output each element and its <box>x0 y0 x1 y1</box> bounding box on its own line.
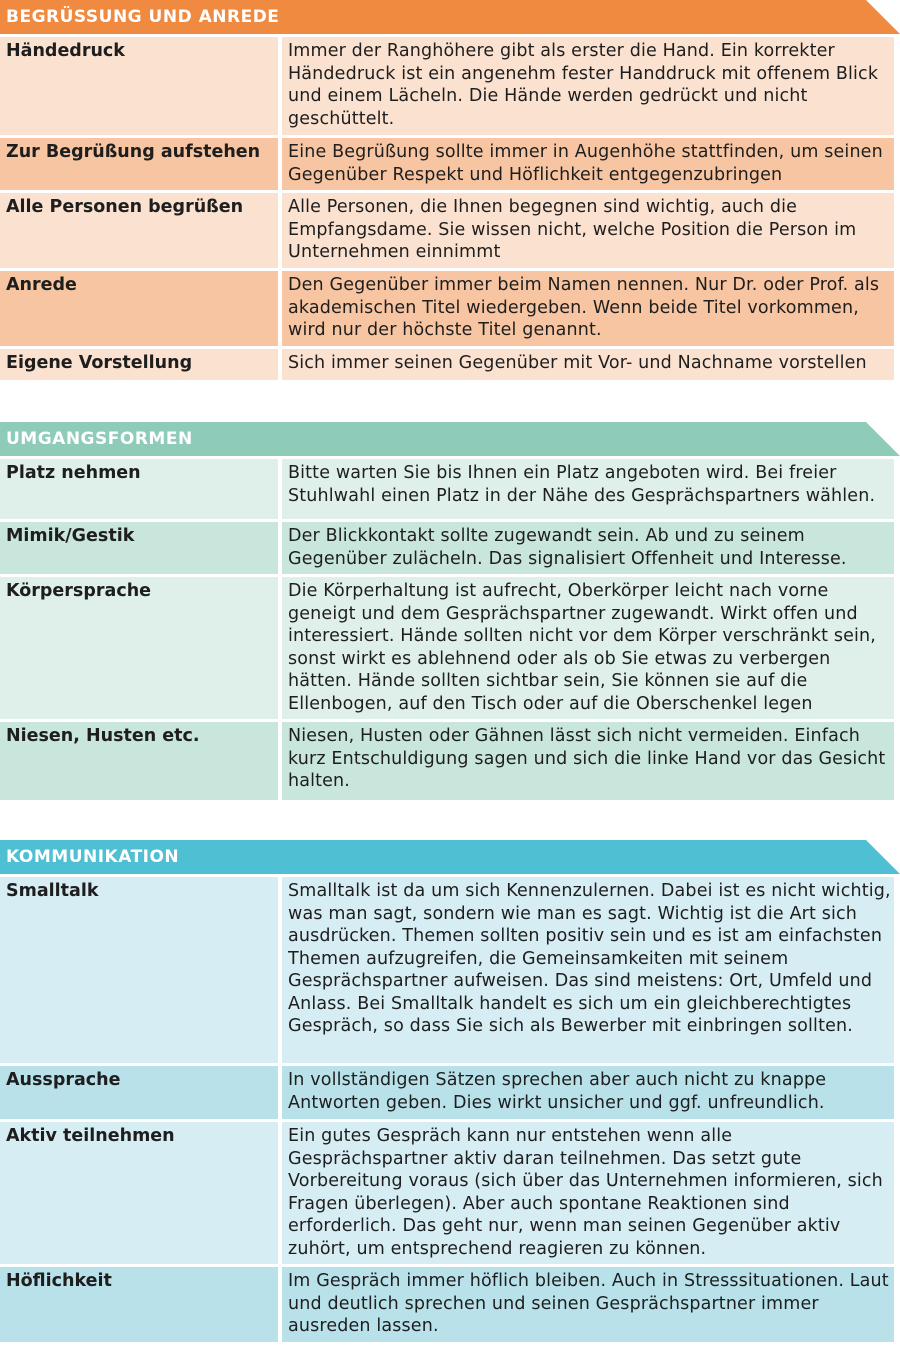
row-text: Bitte warten Sie bis Ihnen ein Platz angeboten wird. Bei freier Stuhlwahl einen Platz in der Nähe des Gesprächspartners wählen. <box>282 459 894 519</box>
section-title: KOMMUNIKATION <box>6 847 180 867</box>
row-label: Körpersprache <box>0 577 278 719</box>
row-label: Platz nehmen <box>0 459 278 519</box>
table-row <box>0 874 900 1063</box>
table-row <box>0 719 900 800</box>
row-label: Mimik/Gestik <box>0 522 278 574</box>
section-header <box>0 422 900 456</box>
row-text: In vollständigen Sätzen sprechen aber auch nicht zu knappe Antworten geben. Dies wirkt unsicher und ggf. unfreundlich. <box>282 1066 894 1119</box>
row-text: Den Gegenüber immer beim Namen nennen. Nur Dr. oder Prof. als akademischen Titel wiedergeben. Wenn beide Titel vorkommen, wird nur der höchste Titel genannt. <box>282 271 894 346</box>
table-row <box>0 346 900 380</box>
section-header <box>0 0 900 34</box>
row-text: Ein gutes Gespräch kann nur entstehen wenn alle Gesprächspartner aktiv daran teilnehmen. Das setzt gute Vorbereitung voraus (sich über das Unternehmen informieren, sich Fragen überlegen). Aber auch spontane Reaktionen sind erforderlich. Das geht nur, wenn man seinen Gegenüber aktiv zuhört, um entsprechend reagieren zu können. <box>282 1122 894 1264</box>
table-row <box>0 574 900 719</box>
row-label: Anrede <box>0 271 278 346</box>
row-label: Alle Personen begrüßen <box>0 193 278 268</box>
row-text: Die Körperhaltung ist aufrecht, Oberkörper leicht nach vorne geneigt und dem Gesprächspartner zugewandt. Wirkt offen und interessiert. Hände sollten nicht vor dem Körper verschränkt sein, sonst wirkt es ablehnend oder als ob Sie etwas zu verbergen hätten. Hände sollten sichtbar sein, Sie können sie auf die Ellenbogen, auf den Tisch oder auf die Oberschenkel legen <box>282 577 894 719</box>
row-text: Immer der Ranghöhere gibt als erster die Hand. Ein korrekter Händedruck ist ein angenehm fester Handdruck mit offenem Blick und einem Lächeln. Die Hände werden gedrückt und nicht geschüttelt. <box>282 37 894 135</box>
row-label: Smalltalk <box>0 877 278 1063</box>
table-row <box>0 135 900 190</box>
section-kommunikation <box>0 840 900 1342</box>
row-label: Niesen, Husten etc. <box>0 722 278 800</box>
row-text: Eine Begrüßung sollte immer in Augenhöhe stattfinden, um seinen Gegenüber Respekt und Höflichkeit entgegenzubringen <box>282 138 894 190</box>
row-label: Zur Begrüßung aufstehen <box>0 138 278 190</box>
table-row <box>0 190 900 268</box>
section-header <box>0 840 900 874</box>
row-label: Aussprache <box>0 1066 278 1119</box>
section-umgangsformen <box>0 422 900 800</box>
row-label: Aktiv teilnehmen <box>0 1122 278 1264</box>
table-row <box>0 519 900 574</box>
row-label: Händedruck <box>0 37 278 135</box>
table-row <box>0 268 900 346</box>
row-text: Der Blickkontakt sollte zugewandt sein. Ab und zu seinem Gegenüber zulächeln. Das signalisiert Offenheit und Interesse. <box>282 522 894 574</box>
row-text: Niesen, Husten oder Gähnen lässt sich nicht vermeiden. Einfach kurz Entschuldigung sagen und sich die linke Hand vor das Gesicht halten. <box>282 722 894 800</box>
section-title: UMGANGSFORMEN <box>6 429 193 449</box>
table-row <box>0 456 900 519</box>
row-label: Eigene Vorstellung <box>0 349 278 380</box>
table-row <box>0 1063 900 1119</box>
table-row <box>0 34 900 135</box>
row-text: Im Gespräch immer höflich bleiben. Auch in Stresssituationen. Laut und deutlich sprechen und seinen Gesprächspartner immer ausreden lassen. <box>282 1267 894 1342</box>
row-text: Alle Personen, die Ihnen begegnen sind wichtig, auch die Empfangsdame. Sie wissen nicht, welche Position die Person im Unternehmen einnimmt <box>282 193 894 268</box>
table-row <box>0 1264 900 1342</box>
row-text: Smalltalk ist da um sich Kennenzulernen. Dabei ist es nicht wichtig, was man sagt, sondern wie man es sagt. Wichtig ist die Art sich ausdrücken. Themen sollten positiv sein und es ist am einfachsten Themen aufzugreifen, die Gemeinsamkeiten mit seinem Gesprächspartner aufweisen. Das sind meistens: Ort, Umfeld und Anlass. Bei Smalltalk handelt es sich um ein gleichberechtigtes Gespräch, so dass Sie sich als Bewerber mit einbringen sollten. <box>282 877 894 1063</box>
row-text: Sich immer seinen Gegenüber mit Vor- und Nachname vorstellen <box>282 349 894 380</box>
section-title: BEGRÜSSUNG UND ANREDE <box>6 7 280 27</box>
section-begruessung <box>0 0 900 380</box>
table-row <box>0 1119 900 1264</box>
row-label: Höflichkeit <box>0 1267 278 1342</box>
